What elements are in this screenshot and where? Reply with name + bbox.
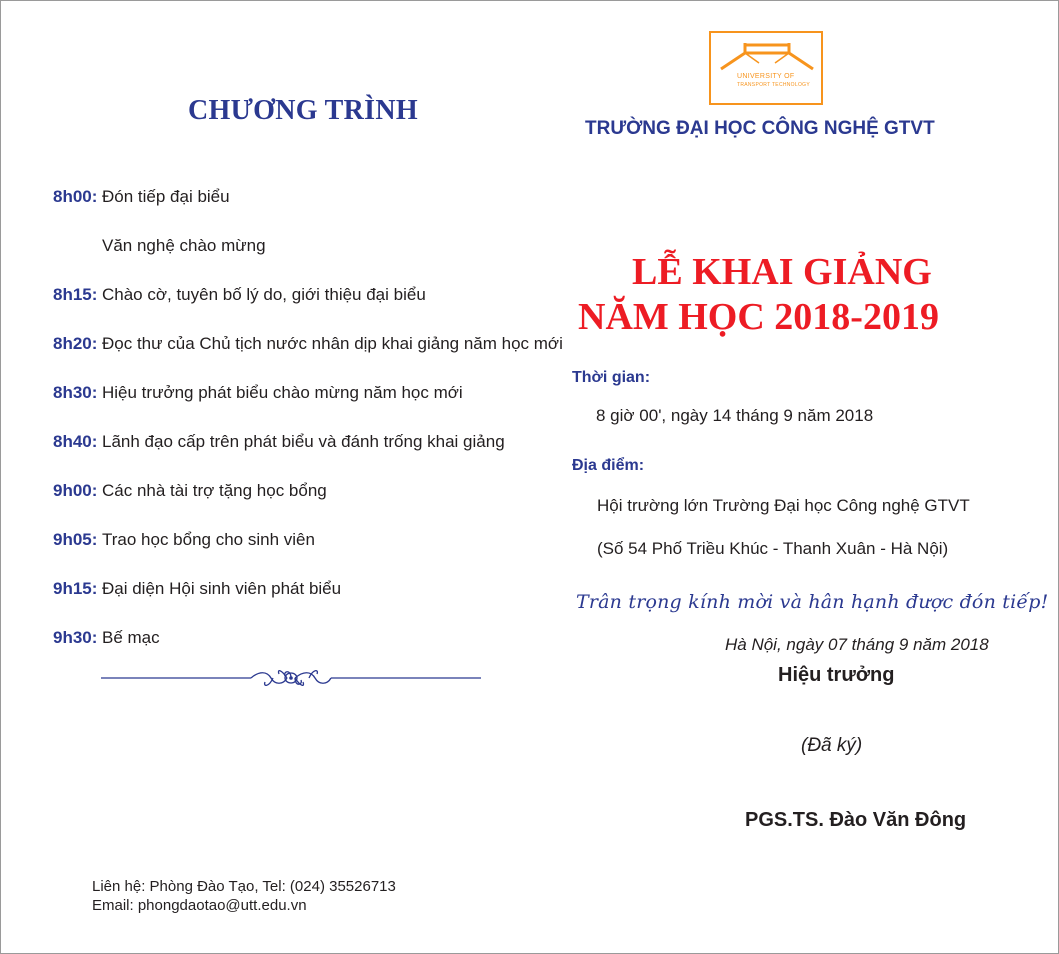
schedule-text: Lãnh đạo cấp trên phát biểu và đánh trống khai giảng	[102, 432, 505, 451]
invitation-text: Trân trọng kính mời và hân hạnh được đón tiếp!	[576, 591, 1049, 613]
schedule-text: Hiệu trưởng phát biểu chào mừng năm học mới	[102, 383, 463, 402]
schedule-text: Chào cờ, tuyên bố lý do, giới thiệu đại biểu	[102, 285, 426, 304]
schedule-time: 9h00:	[53, 481, 98, 500]
signer-name: PGS.TS. Đào Văn Đông	[745, 809, 967, 831]
schedule-text: Bế mạc	[102, 628, 160, 647]
schedule-time: 8h15:	[53, 285, 98, 304]
place-line-1: Hội trường lớn Trường Đại học Công nghệ GTVT	[597, 496, 970, 515]
bridge-logo-icon	[711, 33, 821, 103]
signing-date: Hà Nội, ngày 07 tháng 9 năm 2018	[725, 635, 989, 654]
flourish-divider-icon	[101, 665, 481, 691]
schedule-text: Đọc thư của Chủ tịch nước nhân dịp khai giảng năm học mới	[102, 334, 563, 353]
signed-status: (Đã ký)	[801, 735, 863, 756]
logo-wordmark	[737, 73, 810, 89]
schedule-text: Đại diện Hội sinh viên phát biểu	[102, 579, 342, 598]
university-logo	[709, 31, 823, 105]
school-name: TRƯỜNG ĐẠI HỌC CÔNG NGHỆ GTVT	[585, 118, 935, 139]
ceremony-title-line-2: NĂM HỌC 2018-2019	[578, 296, 939, 338]
schedule-time: 9h15:	[53, 579, 98, 598]
schedule-time: 8h30:	[53, 383, 98, 402]
program-title: CHƯƠNG TRÌNH	[188, 95, 418, 126]
schedule-text: Đón tiếp đại biểu	[102, 187, 230, 206]
ceremony-title-line-1: LỄ KHAI GIẢNG	[632, 251, 932, 293]
schedule-time: 8h00:	[53, 187, 98, 206]
schedule-time: 9h30:	[53, 628, 98, 647]
logo-line-1: UNIVERSITY OF	[737, 73, 795, 80]
schedule-time: 8h20:	[53, 334, 98, 353]
signer-role: Hiệu trưởng	[778, 664, 895, 686]
schedule-text: Trao học bổng cho sinh viên	[102, 530, 315, 549]
schedule-time: 8h40:	[53, 432, 98, 451]
schedule-time: 9h05:	[53, 530, 98, 549]
time-label: Thời gian:	[572, 369, 651, 386]
contact-phone: Liên hệ: Phòng Đào Tạo, Tel: (024) 35526713	[92, 878, 396, 895]
schedule-text: Các nhà tài trợ tặng học bổng	[102, 481, 327, 500]
logo-line-2: TRANSPORT TECHNOLOGY	[737, 82, 810, 88]
time-value: 8 giờ 00', ngày 14 tháng 9 năm 2018	[596, 406, 874, 425]
place-line-2: (Số 54 Phố Triều Khúc - Thanh Xuân - Hà Nội)	[597, 539, 949, 558]
schedule-text: Văn nghệ chào mừng	[102, 236, 266, 255]
contact-email: Email: phongdaotao@utt.edu.vn	[92, 897, 307, 914]
place-label: Địa điểm:	[572, 457, 645, 474]
